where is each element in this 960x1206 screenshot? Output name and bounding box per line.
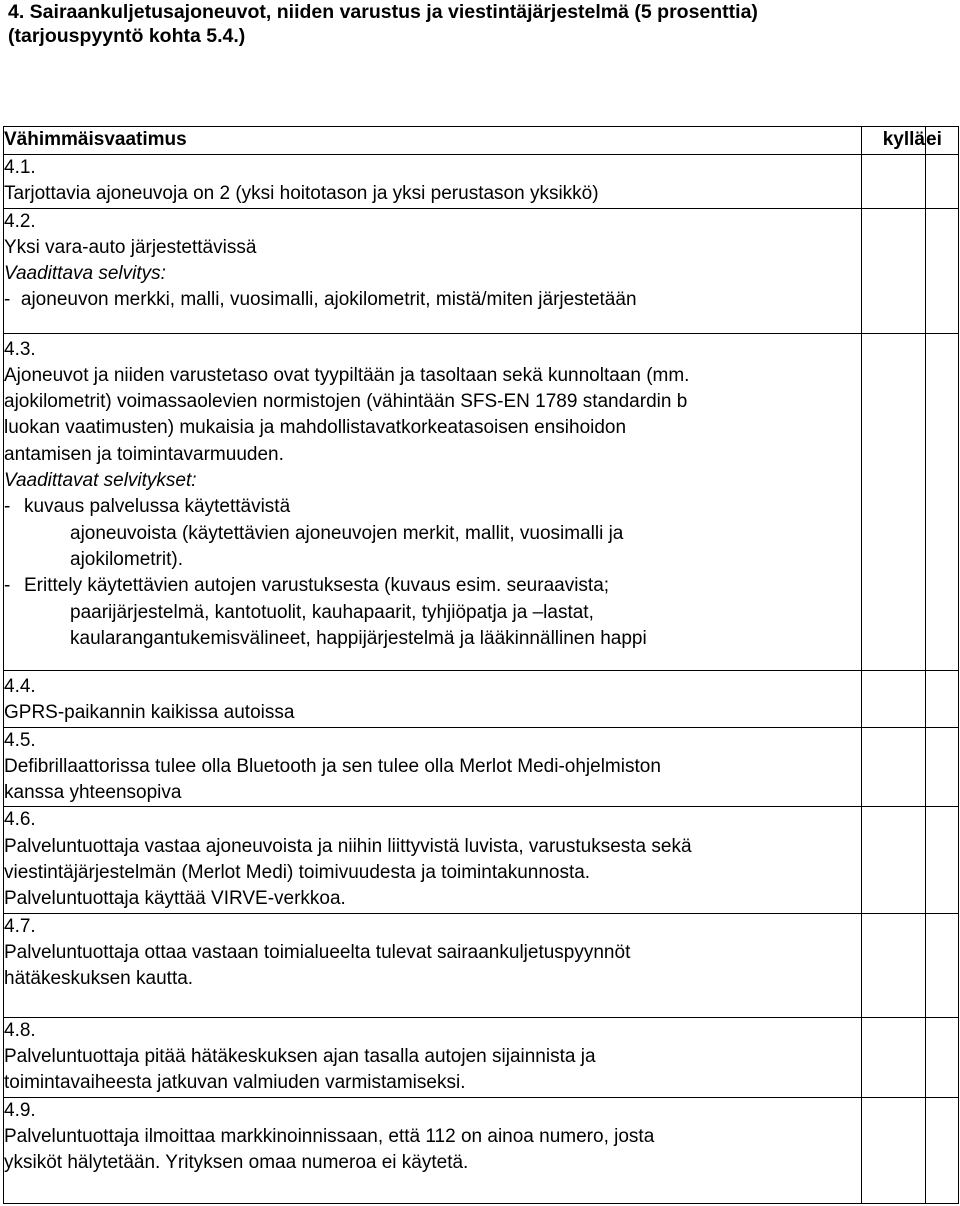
- clarification-text-line: ajoneuvoista (käytettävien ajoneuvojen merkit, mallit, vuosimalli ja: [70, 522, 624, 544]
- requirement-text-line: Palveluntuottaja käyttää VIRVE-verkkoa.: [4, 888, 346, 910]
- requirement-number: 4.9.: [4, 1099, 36, 1121]
- bullet-dash: -: [4, 289, 11, 311]
- requirement-text-line: Palveluntuottaja ilmoittaa markkinoinnissaan, että 112 on ainoa numero, josta: [4, 1125, 655, 1147]
- answer-no-cell[interactable]: [926, 1097, 959, 1203]
- answer-yes-cell[interactable]: [862, 1017, 926, 1097]
- table-row: [4, 155, 959, 209]
- requirement-text-line: Defibrillaattorissa tulee olla Bluetooth ja sen tulee olla Merlot Medi-ohjelmiston: [4, 755, 661, 777]
- requirement-4-6: [4, 807, 862, 913]
- requirement-number: 4.4.: [4, 675, 36, 697]
- requirement-text-line: Ajoneuvot ja niiden varustetaso ovat tyypiltään ja tasoltaan sekä kunnoltaan (mm.: [4, 364, 690, 386]
- answer-yes-cell[interactable]: [862, 913, 926, 1017]
- table-row: [4, 727, 959, 807]
- requirement-number: 4.8.: [4, 1019, 36, 1041]
- answer-no-cell[interactable]: [926, 333, 959, 670]
- table-row: [4, 333, 959, 670]
- header-yes: kyllä: [862, 127, 926, 155]
- requirement-text-line: yksiköt hälytetään. Yrityksen omaa numeroa ei käytetä.: [4, 1152, 469, 1174]
- clarification-item: [4, 494, 861, 573]
- requirement-text-line: antamisen ja toimintavarmuuden.: [4, 443, 284, 465]
- answer-no-cell[interactable]: [926, 670, 959, 727]
- answer-no-cell[interactable]: [926, 155, 959, 209]
- answer-no-cell[interactable]: [926, 1017, 959, 1097]
- requirement-text-line: Palveluntuottaja pitää hätäkeskuksen ajan tasalla autojen sijainnista ja: [4, 1045, 596, 1067]
- header-no: ei: [926, 127, 959, 155]
- requirement-text-line: luokan vaatimusten) mukaisia ja mahdollistavatkorkeatasoisen ensihoidon: [4, 417, 627, 439]
- requirement-text: Tarjottavia ajoneuvoja on 2 (yksi hoitotason ja yksi perustason yksikkö): [4, 183, 599, 205]
- section-heading: [8, 0, 948, 48]
- requirement-4-4: [4, 670, 862, 727]
- requirement-text-line: viestintäjärjestelmän (Merlot Medi) toimivuudesta ja toimintakunnosta.: [4, 862, 591, 884]
- requirement-number: 4.6.: [4, 809, 36, 831]
- requirement-text-line: Palveluntuottaja ottaa vastaan toimialueelta tulevat sairaankuljetuspyynnöt: [4, 941, 631, 963]
- answer-yes-cell[interactable]: [862, 155, 926, 209]
- clarification-text-line: kaularangantukemisvälineet, happijärjestelmä ja lääkinnällinen happi: [70, 627, 647, 649]
- requirement-text-line: toimintavaiheesta jatkuvan valmiuden varmistamiseksi.: [4, 1072, 466, 1094]
- requirement-number: 4.5.: [4, 729, 36, 751]
- clarification-label: Vaadittavat selvitykset:: [4, 470, 197, 492]
- answer-yes-cell[interactable]: [862, 1097, 926, 1203]
- requirement-text: GPRS-paikannin kaikissa autoissa: [4, 701, 295, 723]
- requirement-4-7: [4, 913, 862, 1017]
- requirement-4-2: [4, 208, 862, 333]
- table-row: [4, 670, 959, 727]
- clarification-text-line: paarijärjestelmä, kantotuolit, kauhapaarit, tyhjiöpatja ja –lastat,: [70, 601, 594, 623]
- requirements-table: [3, 126, 959, 1204]
- clarification-label: Vaadittava selvitys:: [4, 263, 166, 285]
- answer-no-cell[interactable]: [926, 727, 959, 807]
- answer-no-cell[interactable]: [926, 807, 959, 913]
- requirement-4-3: [4, 333, 862, 670]
- answer-yes-cell[interactable]: [862, 333, 926, 670]
- clarification-text-line: ajokilometrit).: [70, 548, 183, 570]
- table-row: [4, 807, 959, 913]
- clarification-text-line: Erittely käytettävien autojen varustuksesta (kuvaus esim. seuraavista;: [24, 575, 610, 597]
- answer-no-cell[interactable]: [926, 208, 959, 333]
- requirement-text: Yksi vara-auto järjestettävissä: [4, 236, 257, 258]
- requirement-text-line: kanssa yhteensopiva: [4, 782, 182, 804]
- section-heading-reference: (tarjouspyyntö kohta 5.4.): [8, 25, 246, 47]
- clarification-text-line: kuvaus palvelussa käytettävistä: [24, 496, 291, 518]
- requirement-4-5: [4, 727, 862, 807]
- clarification-item: [4, 287, 861, 313]
- requirement-number: 4.3.: [4, 338, 36, 360]
- requirement-text-line: hätäkeskuksen kautta.: [4, 968, 194, 990]
- requirement-number: 4.7.: [4, 915, 36, 937]
- answer-yes-cell[interactable]: [862, 807, 926, 913]
- clarification-text: ajoneuvon merkki, malli, vuosimalli, ajokilometrit, mistä/miten järjestetään: [20, 289, 637, 311]
- requirement-text-line: ajokilometrit) voimassaolevien normistojen (vähintään SFS-EN 1789 standardin b: [4, 391, 688, 413]
- requirement-number: 4.2.: [4, 210, 36, 232]
- answer-no-cell[interactable]: [926, 913, 959, 1017]
- table-header-row: [4, 127, 959, 155]
- bullet-dash: -: [4, 575, 11, 597]
- answer-yes-cell[interactable]: [862, 208, 926, 333]
- table-row: [4, 208, 959, 333]
- requirement-text-line: Palveluntuottaja vastaa ajoneuvoista ja niihin liittyvistä luvista, varustuksesta sekä: [4, 835, 692, 857]
- answer-yes-cell[interactable]: [862, 727, 926, 807]
- answer-yes-cell[interactable]: [862, 670, 926, 727]
- header-requirement: Vähimmäisvaatimus: [4, 127, 862, 155]
- bullet-dash: -: [4, 496, 11, 518]
- requirement-4-1: [4, 155, 862, 209]
- table-row: [4, 1097, 959, 1203]
- table-row: [4, 913, 959, 1017]
- section-heading-title: 4. Sairaankuljetusajoneuvot, niiden varustus ja viestintäjärjestelmä (5 prosenttia): [8, 1, 758, 23]
- requirement-number: 4.1.: [4, 157, 36, 178]
- clarification-item: [4, 573, 861, 652]
- table-row: [4, 1017, 959, 1097]
- requirement-4-8: [4, 1017, 862, 1097]
- requirement-4-9: [4, 1097, 862, 1203]
